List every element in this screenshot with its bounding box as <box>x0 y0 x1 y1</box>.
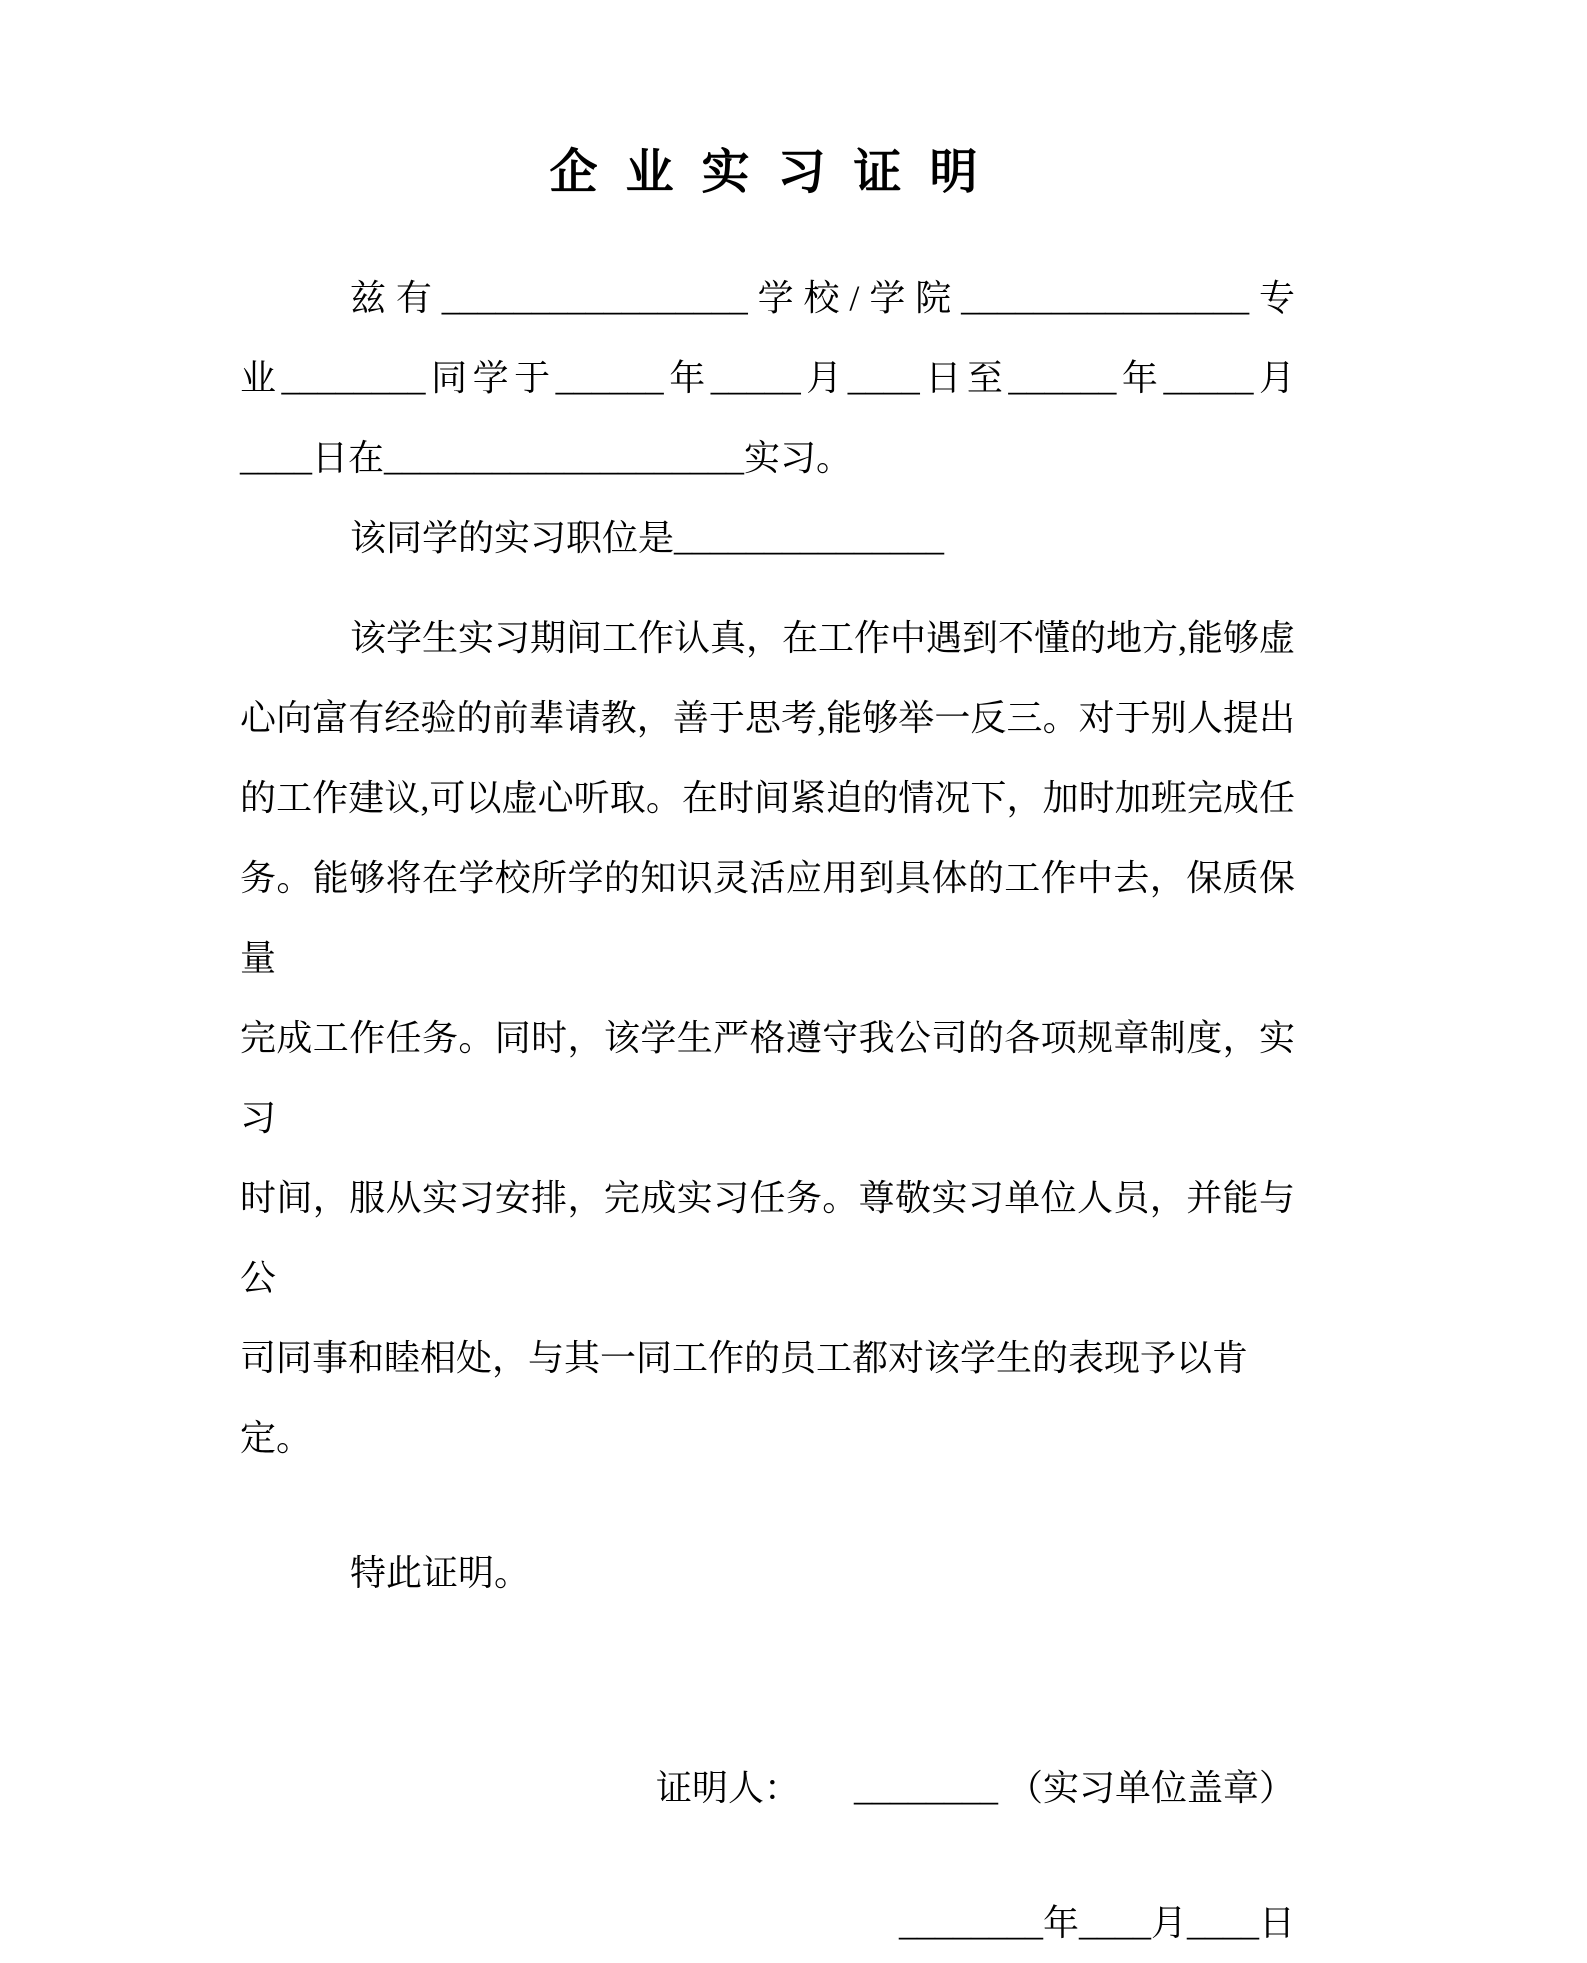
intro-line-2: 业________同学于______年_____月____日至______年_____月 <box>240 358 1295 398</box>
signer-blank: ________ <box>853 1768 998 1808</box>
evaluation-line-5: 完成工作任务。同时，该学生严格遵守我公司的各项规章制度，实习 <box>240 1018 1295 1138</box>
intro-paragraph <box>240 258 1295 498</box>
evaluation-line-6: 时间，服从实习安排，完成实习任务。尊敬实习单位人员，并能与公 <box>240 1178 1295 1298</box>
evaluation-paragraph <box>240 598 1295 1478</box>
signer-label: 证明人： <box>655 1768 800 1808</box>
intro-line-1: 兹有_________________学校/学院________________专 <box>350 278 1295 318</box>
evaluation-line-1: 该学生实习期间工作认真，在工作中遇到不懂的地方,能够虚 <box>350 618 1296 658</box>
date-line: ________年____月____日 <box>898 1903 1295 1943</box>
evaluation-line-7: 司同事和睦相处，与其一同工作的员工都对该学生的表现予以肯定。 <box>240 1338 1249 1458</box>
evaluation-line-4: 务。能够将在学校所学的知识灵活应用到具体的工作中去，保质保量 <box>240 858 1295 978</box>
closing-line: 特此证明。 <box>350 1553 531 1593</box>
seal-note: （实习单位盖章） <box>1006 1768 1295 1808</box>
evaluation-line-2: 心向富有经验的前辈请教，善于思考,能够举一反三。对于别人提出 <box>240 698 1295 738</box>
position-line: 该同学的实习职位是_______________ <box>350 518 945 558</box>
intro-line-3: ____日在____________________实习。 <box>240 438 853 478</box>
document-title: 企 业 实 习 证 明 <box>549 146 986 199</box>
evaluation-line-3: 的工作建议,可以虚心听取。在时间紧迫的情况下，加时加班完成任 <box>240 778 1295 818</box>
signer-line <box>240 1748 1295 1828</box>
